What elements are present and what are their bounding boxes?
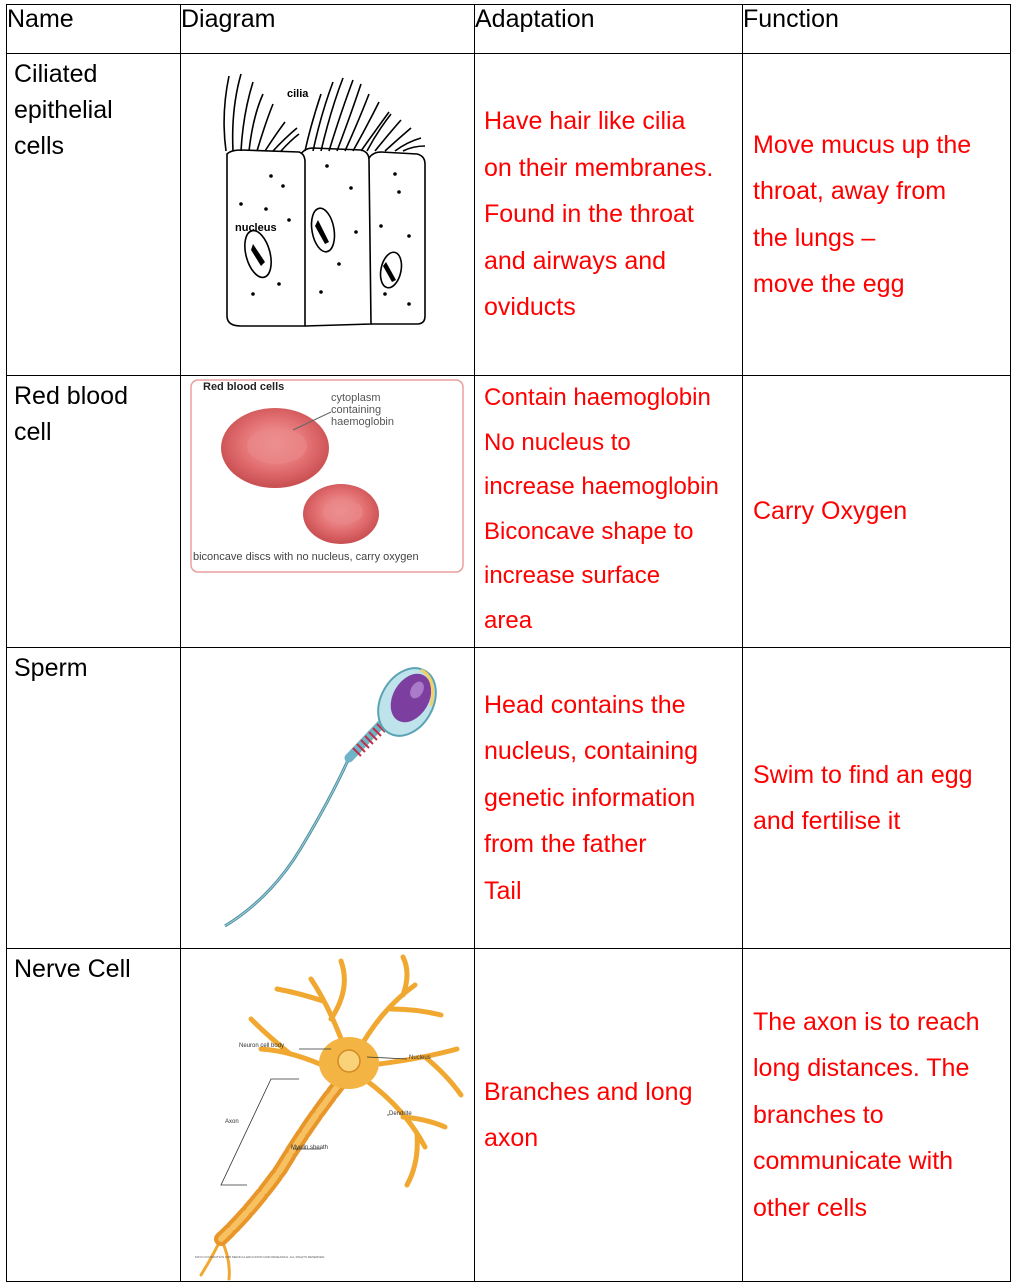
- header-name: Name: [7, 5, 181, 54]
- axon-label: Axon: [225, 1119, 239, 1125]
- diagram-red-blood-cell: [181, 376, 475, 648]
- red-blood-cell-illustration: [181, 376, 475, 647]
- header-function: Function: [743, 5, 1011, 54]
- function-sperm: Swim to find an egg and fertilise it: [743, 648, 1011, 949]
- nucleus-label: Nucleus: [409, 1055, 431, 1061]
- neuron-illustration: [181, 949, 475, 1281]
- function-nerve-cell: The axon is to reach long distances. The branches to communicate with other cells: [743, 949, 1011, 1282]
- diagram-ciliated: [181, 54, 475, 376]
- row-name: Red blood cell: [7, 376, 181, 648]
- diagram-nerve-cell: [181, 949, 475, 1282]
- row-red-blood-cell: [7, 376, 1011, 648]
- row-ciliated: [7, 54, 1011, 376]
- sperm-illustration: [181, 648, 475, 948]
- diagram-sperm: [181, 648, 475, 949]
- adaptation-sperm: Head contains the nucleus, containing genetic information from the father Tail: [475, 648, 743, 949]
- header-row: [7, 5, 1011, 54]
- dendrite-label: Dendrite: [389, 1111, 412, 1117]
- ciliated-cell-illustration: [181, 54, 475, 375]
- row-name: Nerve Cell: [7, 949, 181, 1282]
- cell-adaptations-table: [6, 4, 1011, 1282]
- cilia-label: cilia: [287, 88, 309, 100]
- rbc-caption: biconcave discs with no nucleus, carry oxygen: [193, 551, 419, 563]
- adaptation-red-blood-cell: Contain haemoglobin No nucleus to increase haemoglobin Biconcave shape to increase surface area: [475, 376, 743, 648]
- adaptation-ciliated: Have hair like cilia on their membranes. Found in the throat and airways and oviducts: [475, 54, 743, 376]
- nucleus-label: nucleus: [235, 222, 277, 234]
- adaptation-nerve-cell: Branches and long axon: [475, 949, 743, 1282]
- cell-body-label: Neuron cell body: [239, 1043, 285, 1049]
- function-red-blood-cell: Carry Oxygen: [743, 376, 1011, 648]
- header-diagram: Diagram: [181, 5, 475, 54]
- rbc-title: Red blood cells: [203, 381, 285, 393]
- myelin-label: Myelin sheath: [291, 1145, 329, 1151]
- row-name: Ciliated epithelial cells: [7, 54, 181, 376]
- row-sperm: [7, 648, 1011, 949]
- credit-label: MAYO FOUNDATION FOR MEDICAL EDUCATION AND RESEARCH. ALL RIGHTS RESERVED.: [195, 1255, 326, 1259]
- row-name: Sperm: [7, 648, 181, 949]
- row-nerve-cell: [7, 949, 1011, 1282]
- function-ciliated: Move mucus up the throat, away from the lungs – move the egg: [743, 54, 1011, 376]
- cytoplasm-label: cytoplasm containing haemoglobin: [331, 392, 394, 428]
- header-adaptation: Adaptation: [475, 5, 743, 54]
